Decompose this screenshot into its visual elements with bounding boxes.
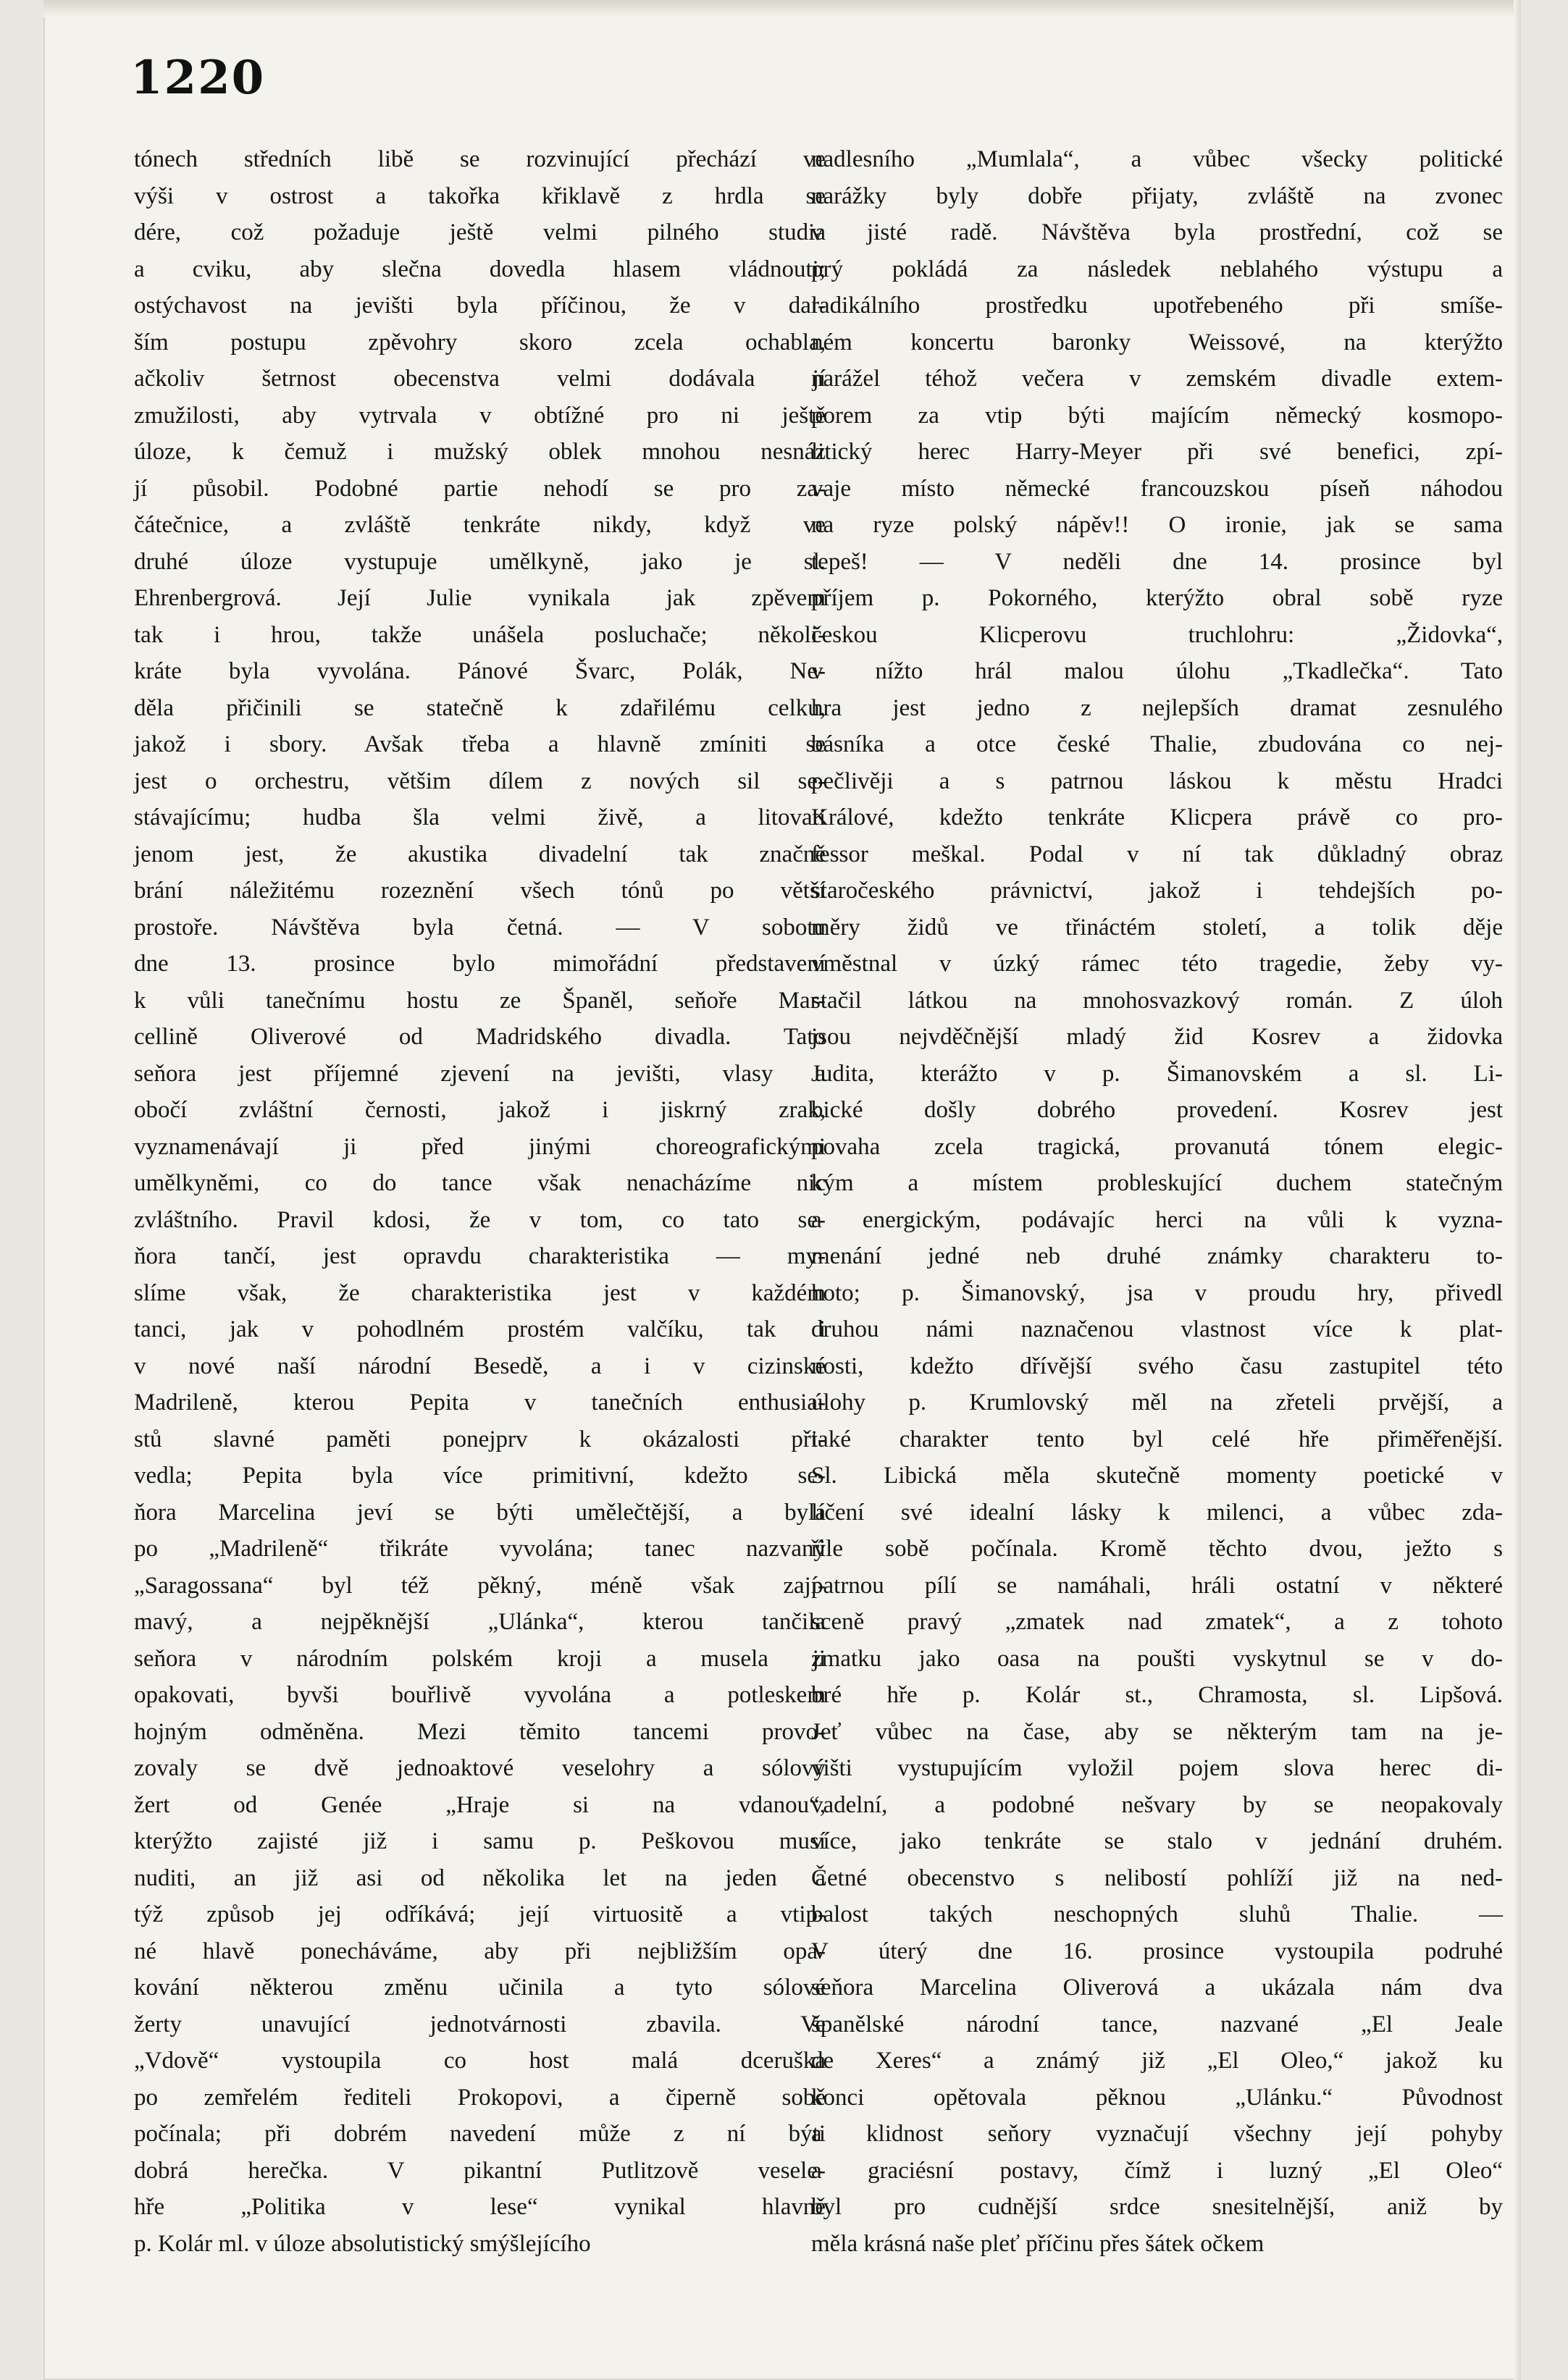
- left-text-column: [134, 141, 826, 2262]
- text-line: „Saragossana“ byl též pěkný, méně však zají-: [134, 1572, 826, 1599]
- text-line: básníka a otce české Thalie, zbudována co nej-: [811, 731, 1503, 757]
- text-line: řile sobě počínala. Kromě těchto dvou, ježto s: [811, 1536, 1503, 1562]
- text-line: jest o orchestru, většim dílem z nových sil se-: [134, 768, 826, 794]
- text-line: cellině Oliverové od Madridského divadla. Tato: [134, 1024, 826, 1050]
- right-text-column: [811, 141, 1503, 2262]
- text-line: Jeť vůbec na čase, aby se některým tam na je-: [811, 1718, 1503, 1745]
- text-line: v nížto hrál malou úlohu „Tkadlečka“. Tato: [811, 658, 1503, 684]
- text-line: jenom jest, že akustika divadelní tak značně: [134, 841, 826, 867]
- text-line: vaje místo německé francouzskou píseň náhodou: [811, 475, 1503, 502]
- text-line: žert od Genée „Hraje si na vdanou“,: [134, 1791, 826, 1818]
- text-line: více, jako tenkráte se stalo v jednání druhém.: [811, 1828, 1503, 1854]
- text-line: slíme však, že charakteristika jest v každém: [134, 1279, 826, 1306]
- text-line: ném koncertu baronky Weissové, na kterýžto: [811, 329, 1503, 356]
- text-line: výši v ostrost a takořka křiklavě z hrdla se: [134, 182, 826, 209]
- text-line: zmužilosti, aby vytrvala v obtížné pro ni ještě: [134, 402, 826, 429]
- text-line: obočí zvláštní černosti, jakož i jiskrný zrak,: [134, 1097, 826, 1123]
- text-line: ačkoliv šetrnost obecenstva velmi dodávala jí: [134, 366, 826, 392]
- text-line: konci opětovala pěknou „Ulánku.“ Původnost: [811, 2084, 1503, 2111]
- text-line: mavý, a nejpěknější „Ulánka“, kterou tančila: [134, 1609, 826, 1635]
- text-line: po „Madrileně“ třikráte vyvolána; tanec nazvaný: [134, 1536, 826, 1562]
- text-line: počínala; při dobrém navedení může z ní býti: [134, 2121, 826, 2147]
- text-line: a graciésní postavy, čímž i luzný „El Oleo“: [811, 2157, 1503, 2184]
- text-line: českou Klicperovu truchlohru: „Židovka“,: [811, 621, 1503, 648]
- text-line: Judita, kterážto v p. Šimanovském a sl. Li-: [811, 1060, 1503, 1087]
- text-line: vměstnal v úzký rámec této tragedie, žeby vy-: [811, 951, 1503, 977]
- text-line: po zemřelém řediteli Prokopovi, a čiperně sobě: [134, 2084, 826, 2111]
- text-line: Králové, kdežto tenkráte Klicpera právě co pro-: [811, 804, 1503, 831]
- text-line: umělkyněmi, co do tance však nenacházíme nic: [134, 1170, 826, 1196]
- text-line: jí působil. Podobné partie nehodí se pro za-: [134, 475, 826, 502]
- text-line: dobrá herečka. V pikantní Putlitzově vesele-: [134, 2157, 826, 2184]
- text-line: menání jedné neb druhé známky charakteru to-: [811, 1243, 1503, 1269]
- text-line: stávajícímu; hudba šla velmi živě, a litovati: [134, 804, 826, 831]
- text-line: ším postupu zpěvohry skoro zcela ochabla,: [134, 329, 826, 356]
- text-line: Sl. Libická měla skutečně momenty poetické v: [811, 1463, 1503, 1489]
- text-line: tepeš! — V neděli dne 14. prosince byl: [811, 548, 1503, 575]
- text-line: kterýžto zajisté již i samu p. Peškovou musí: [134, 1828, 826, 1854]
- text-line: zovaly se dvě jednoaktové veselohry a sólový: [134, 1755, 826, 1781]
- text-line: narážky byly dobře přijaty, zvláště na zvonec: [811, 182, 1503, 209]
- text-line: kování některou změnu učinila a tyto sólové: [134, 1975, 826, 2001]
- text-line: seňora jest příjemné zjevení na jevišti, vlasy a: [134, 1060, 826, 1087]
- text-line: V úterý dne 16. prosince vystoupila podruhé: [811, 1938, 1503, 1964]
- text-line: čátečnice, a zvláště tenkráte nikdy, když ve: [134, 512, 826, 538]
- text-line: opakovati, byvši bouřlivě vyvolána a potleskem: [134, 1682, 826, 1708]
- text-line: zmatku jako oasa na poušti vyskytnul se v do-: [811, 1645, 1503, 1672]
- text-line: a cviku, aby slečna dovedla hlasem vládnouti;: [134, 256, 826, 282]
- text-line: bré hře p. Kolár st., Chramosta, sl. Lipšová.: [811, 1682, 1503, 1708]
- text-line: a klidnost seňory vyznačují všechny její pohyby: [811, 2121, 1503, 2147]
- text-line: p. Kolár ml. v úloze absolutistický smýšlejícího: [134, 2230, 591, 2257]
- page-number: 1220: [130, 51, 266, 105]
- text-line: v nové naší národní Besedě, a i v cizinské: [134, 1353, 826, 1379]
- text-line: španělské národní tance, nazvané „El Jeale: [811, 2011, 1503, 2038]
- text-line: ostýchavost na jevišti byla příčinou, že v dal-: [134, 293, 826, 319]
- text-line: úlohy p. Krumlovský měl na zřeteli prvější, a: [811, 1389, 1503, 1416]
- text-line: hra jest jedno z nejlepších dramat zesnulého: [811, 694, 1503, 721]
- text-line: také charakter tento byl celé hře přiměřenější.: [811, 1426, 1503, 1452]
- text-line: radikálního prostředku upotřebeného při smíše-: [811, 293, 1503, 319]
- text-line: dne 13. prosince bylo mimořádní představení: [134, 951, 826, 977]
- text-line: jakož i sbory. Avšak třeba a hlavně zmíniti se: [134, 731, 826, 757]
- text-line: vedla; Pepita byla více primitivní, kdežto se-: [134, 1463, 826, 1489]
- text-line: prý pokládá za následek neblahého výstupu a: [811, 256, 1503, 282]
- text-line: staročeského právnictví, jakož i tehdejších po-: [811, 878, 1503, 904]
- text-line: k vůli tanečnímu hostu ze Španěl, seňoře Mar-: [134, 987, 826, 1014]
- text-line: Četné obecenstvo s nelibostí pohlíží již na ned-: [811, 1864, 1503, 1891]
- text-line: líčení své idealní lásky k milenci, a vůbec zda-: [811, 1499, 1503, 1526]
- text-line: hře „Politika v lese“ vynikal hlavně: [134, 2194, 826, 2220]
- text-line: Madrileně, kterou Pepita v tanečních enthusia-: [134, 1389, 826, 1416]
- text-line: narážel téhož večera v zemském divadle extem-: [811, 366, 1503, 392]
- text-line: litický herec Harry-Meyer při své benefici, zpí-: [811, 439, 1503, 465]
- text-line: višti vystupujícím vyložil pojem slova herec di-: [811, 1755, 1503, 1781]
- text-line: byl pro cudnější srdce snesitelnější, aniž by: [811, 2194, 1503, 2220]
- text-line: balost takých neschopných sluhů Thalie. —: [811, 1901, 1503, 1927]
- text-line: dére, což požaduje ještě velmi pilného studia: [134, 219, 826, 245]
- page-top-edge: [43, 0, 1521, 17]
- text-line: „Vdově“ vystoupila co host malá dceruška: [134, 2048, 826, 2074]
- text-line: sceně pravý „zmatek nad zmatek“, a z tohoto: [811, 1609, 1503, 1635]
- text-line: jsou nejvděčnější mladý žid Kosrev a židovka: [811, 1024, 1503, 1050]
- text-line: ňora tančí, jest opravdu charakteristika — my-: [134, 1243, 826, 1269]
- text-line: seňora v národním polském kroji a musela ji: [134, 1645, 826, 1672]
- text-line: a energickým, podávajíc herci na vůli k vyzna-: [811, 1206, 1503, 1233]
- text-line: povaha zcela tragická, provanutá tónem elegic-: [811, 1133, 1503, 1160]
- text-line: nadlesního „Mumlala“, a vůbec všecky politické: [811, 146, 1503, 172]
- text-line: kým a místem probleskující duchem statečným: [811, 1170, 1503, 1196]
- text-line: týž způsob jej odříkává; její virtuositě a vtip-: [134, 1901, 826, 1927]
- text-line: měla krásná naše pleť příčinu přes šátek očkem: [811, 2230, 1265, 2257]
- text-line: né hlavě ponecháváme, aby při nejbližším opa-: [134, 1938, 826, 1964]
- text-line: zvláštního. Pravil kdosi, že v tom, co tato se-: [134, 1206, 826, 1233]
- text-line: vadelní, a podobné nešvary by se neopakovaly: [811, 1791, 1503, 1818]
- text-line: v jisté radě. Návštěva byla prostřední, což se: [811, 219, 1503, 245]
- text-line: příjem p. Pokorného, kterýžto obral sobě ryze: [811, 585, 1503, 611]
- text-line: nuditi, an již asi od několika let na jeden a: [134, 1864, 826, 1891]
- text-line: Ehrenbergrová. Její Julie vynikala jak zpěvem: [134, 585, 826, 611]
- text-line: pečlivěji a s patrnou láskou k městu Hradci: [811, 768, 1503, 794]
- text-line: hojným odměněna. Mezi těmito tancemi provo-: [134, 1718, 826, 1745]
- newspaper-page: [43, 0, 1521, 2380]
- text-line: stů slavné paměti ponejprv k okázalosti při-: [134, 1426, 826, 1452]
- text-line: seňora Marcelina Oliverová a ukázala nám dva: [811, 1975, 1503, 2001]
- text-line: tak i hrou, takže unášela posluchače; několi-: [134, 621, 826, 648]
- text-line: ňora Marcelina jeví se býti umělečtější, a byla: [134, 1499, 826, 1526]
- text-line: fessor meškal. Podal v ní tak důkladný obraz: [811, 841, 1503, 867]
- text-line: de Xeres“ a známý již „El Oleo,“ jakož ku: [811, 2048, 1503, 2074]
- text-line: bické došly dobrého provedení. Kosrev jest: [811, 1097, 1503, 1123]
- text-line: měry židů ve třináctém století, a tolik děje: [811, 914, 1503, 941]
- text-line: tanci, jak v pohodlném prostém valčíku, tak i: [134, 1316, 826, 1342]
- text-line: úloze, k čemuž i mužský oblek mnohou nesnáz: [134, 439, 826, 465]
- text-line: patrnou pílí se namáhali, hráli ostatní v některé: [811, 1572, 1503, 1599]
- text-line: na ryze polský nápěv!! O ironie, jak se sama: [811, 512, 1503, 538]
- text-line: nosti, kdežto dřívější svého času zastupitel této: [811, 1353, 1503, 1379]
- page-right-edge: [1514, 0, 1521, 2380]
- text-line: brání náležitému rozeznění všech tónů po větší: [134, 878, 826, 904]
- text-line: kráte byla vyvolána. Pánové Švarc, Polák, Ne-: [134, 658, 826, 684]
- text-line: druhé úloze vystupuje umělkyně, jako je sl.: [134, 548, 826, 575]
- text-line: prostoře. Návštěva byla četná. — V sobotu: [134, 914, 826, 941]
- text-line: hoto; p. Šimanovský, jsa v proudu hry, přivedl: [811, 1279, 1503, 1306]
- text-line: porem za vtip býti majícím německý kosmopo-: [811, 402, 1503, 429]
- text-line: tónech středních libě se rozvinující přechází ve: [134, 146, 826, 172]
- text-line: vyznamenávají ji před jinými choreografickými: [134, 1133, 826, 1160]
- text-line: druhou námi naznačenou vlastnost více k plat-: [811, 1316, 1503, 1342]
- text-line: žerty unavující jednotvárnosti zbavila. Ve: [134, 2011, 826, 2038]
- text-line: děla přičinili se statečně k zdařilému celku,: [134, 694, 826, 721]
- text-line: stačil látkou na mnohosvazkový román. Z úloh: [811, 987, 1503, 1014]
